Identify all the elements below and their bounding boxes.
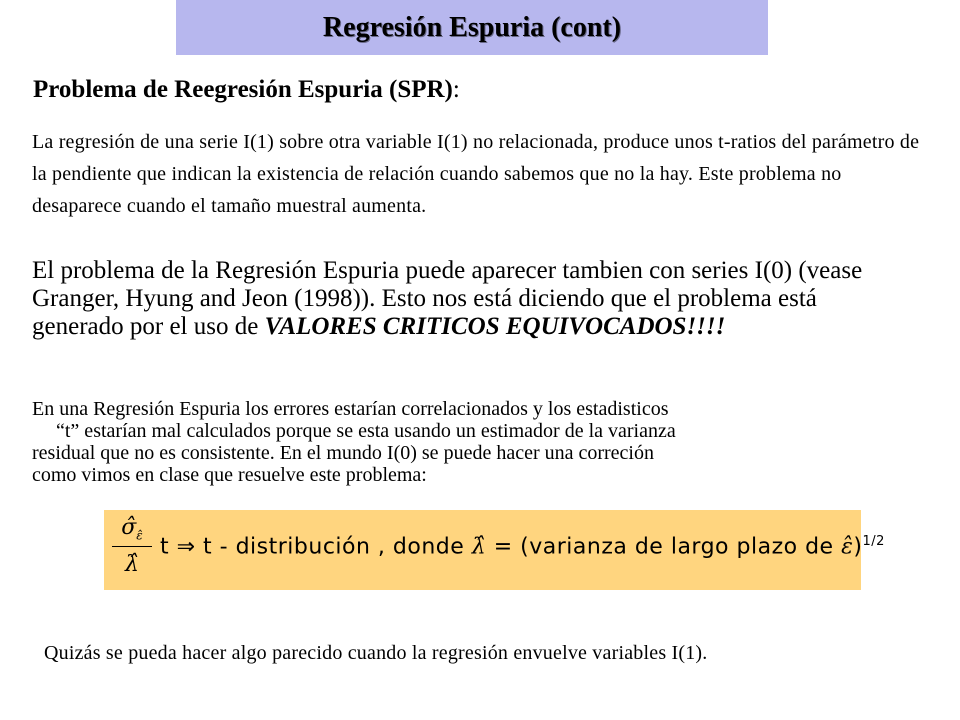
section-heading [33,76,460,104]
paragraph-i0-text: El problema de la Regresión Espuria puede aparecer tambien con series I(0) (vease Granger, Hyung and Jeon (1998)). Esto nos está diciendo que el problema está generado por el uso de [32,257,863,340]
formula-denominator: λ̂ [125,552,139,577]
paragraph-errors-line-3: residual que no es consistente. En el mundo I(0) se puede hacer una correción [32,442,654,464]
fraction-bar [112,546,152,547]
formula-part-1: t ⇒ t - distribución , donde [160,534,472,560]
formula-box [104,510,885,590]
formula-epsilon: ε̂ [841,534,854,560]
formula-numerator [112,514,152,542]
paragraph-errors [32,398,912,486]
footer-note: Quizás se pueda hacer algo parecido cuando la regresión envuelve variables I(1). [44,642,708,664]
section-heading-colon: : [452,76,460,103]
title-banner [176,0,768,55]
paragraph-i0-emphasis: VALORES CRITICOS EQUIVOCADOS!!!! [264,313,726,340]
paragraph-spr-definition: La regresión de una serie I(1) sobre otra variable I(1) no relacionada, produce unos t-ratios del parámetro de la pendiente que indican la existencia de relación cuando sabemos que no la hay. Este problema no desaparece cuando el tamaño muestral aumenta. [32,131,920,217]
formula-fraction [112,514,152,579]
paragraph-errors-line-2: “t” estarían mal calculados porque se esta usando un estimador de la varianza [56,420,676,442]
formula-part-3: ) [853,534,863,560]
formula-lambda: λ̂ [471,534,487,560]
formula-exponent: 1/2 [862,534,885,549]
paragraph-errors-line-4: como vimos en clase que resuelve este problema: [32,464,427,486]
paragraph-errors-line-1: En una Regresión Espuria los errores estarían correlacionados y los estadisticos [32,398,669,420]
slide-title: Regresión Espuria (cont) [322,11,622,43]
section-heading-text: Problema de Reegresión Espuria (SPR) [33,76,453,103]
paragraph-i0-series [32,257,872,341]
formula-expression [160,534,885,559]
formula-sigma-subscript: ε̂ [136,528,143,543]
formula-part-2: = (varianza de largo plazo de [486,534,842,560]
formula-sigma: σ̂ [121,515,137,540]
